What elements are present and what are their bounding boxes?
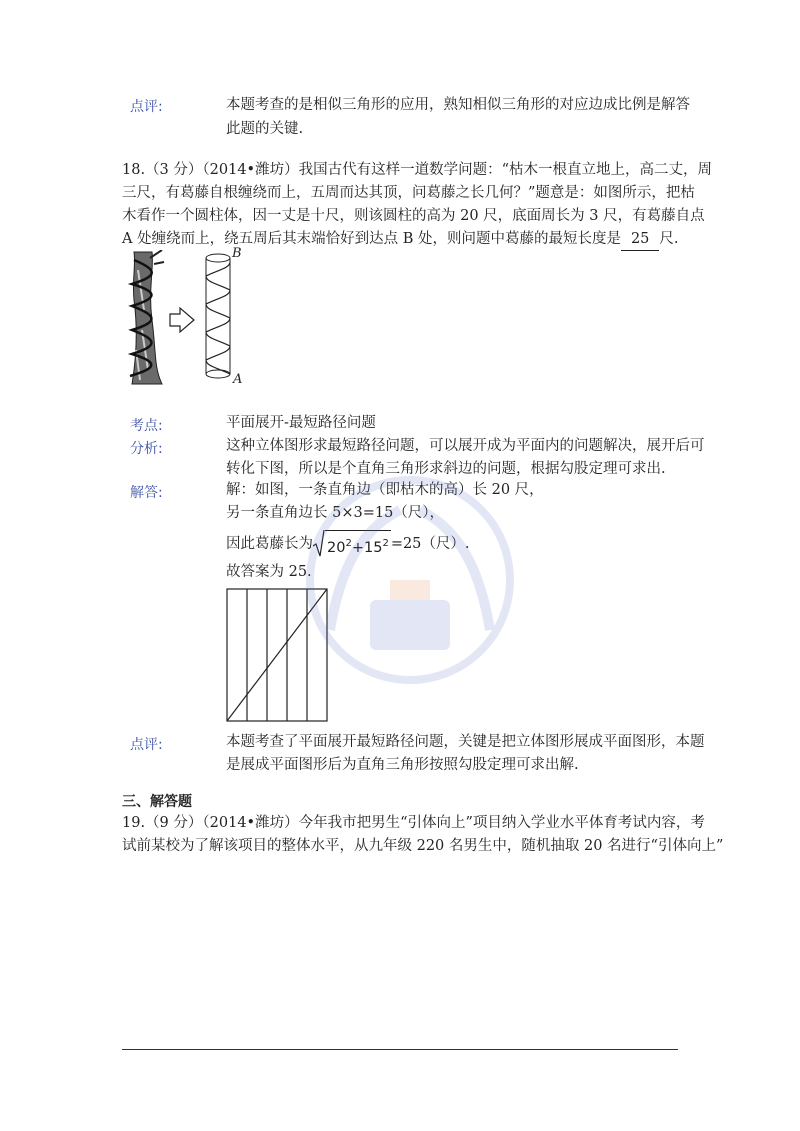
question-18-text: 尺.	[659, 231, 679, 247]
jieda-text-line: 另一条直角边长 5×3=15（尺），	[226, 505, 445, 521]
question-18-line	[122, 228, 679, 251]
question-18-line: 木看作一个圆柱体，因一丈是十尺，则该圆柱的高为 20 尺，底面周长为 3 尺，有葛藤自点	[122, 208, 705, 224]
dianping-label: 点评:	[130, 737, 163, 753]
page-bottom-divider	[122, 1049, 678, 1050]
sqrt-term: +15	[351, 539, 383, 556]
comment-label: 点评:	[130, 99, 163, 115]
question-18-text: A 处缠绕而上，绕五周后其末端恰好到达点 B 处，则问题中葛藤的最短长度是	[122, 231, 621, 247]
fenxi-label: 分析:	[130, 441, 163, 457]
answer-blank: 25	[621, 228, 659, 251]
point-b-label: B	[232, 246, 242, 261]
jieda-text-line: 解：如图，一条直角边（即枯木的高）长 20 尺，	[226, 482, 544, 498]
kaodian-text: 平面展开-最短路径问题	[226, 415, 376, 431]
comment-text-line: 此题的关键.	[226, 121, 304, 137]
dianping-text-line: 本题考查了平面展开最短路径问题，关键是把立体图形展成平面图形，本题	[226, 734, 705, 750]
kaodian-label: 考点:	[130, 418, 163, 434]
jieda-label: 解答:	[130, 485, 163, 501]
jieda-text-line: 故答案为 25.	[226, 564, 312, 580]
tree-cylinder-figure	[118, 250, 258, 386]
question-18-line: 18.（3 分）（2014•潍坊）我国古代有这样一道数学问题：“枯木一根直立地上，高二丈，周	[122, 162, 713, 178]
fenxi-text-line: 转化下图，所以是个直角三角形求斜边的问题，根据勾股定理可求出.	[226, 461, 666, 477]
point-a-label: A	[233, 372, 243, 387]
comment-text-line: 本题考查的是相似三角形的应用，熟知相似三角形的对应边成比例是解答	[226, 97, 690, 113]
question-18-line: 三尺，有葛藤自根缠绕而上，五周而达其顶，问葛藤之长几何？”题意是：如图所示，把枯	[122, 185, 695, 201]
fenxi-text-line: 这种立体图形求最短路径问题，可以展开成为平面内的问题解决，展开后可	[226, 438, 705, 454]
exponent: 2	[382, 538, 389, 549]
section-heading: 三、解答题	[122, 794, 192, 810]
exponent: 2	[345, 538, 352, 549]
jieda-text: =25（尺）.	[390, 536, 470, 553]
sqrt-term: 20	[327, 539, 346, 556]
dianping-text-line: 是展成平面图形后为直角三角形按照勾股定理可求出解.	[226, 757, 579, 773]
jieda-text: 因此葛藤长为	[226, 536, 313, 553]
question-19-line: 19.（9 分）（2014•潍坊）今年我市把男生“引体向上”项目纳入学业水平体育考试内容，考	[122, 815, 705, 831]
question-19-line: 试前某校为了解该项目的整体水平，从九年级 220 名男生中，随机抽取 20 名进行“引体向上”	[122, 838, 724, 854]
watermark-logo	[300, 470, 520, 710]
